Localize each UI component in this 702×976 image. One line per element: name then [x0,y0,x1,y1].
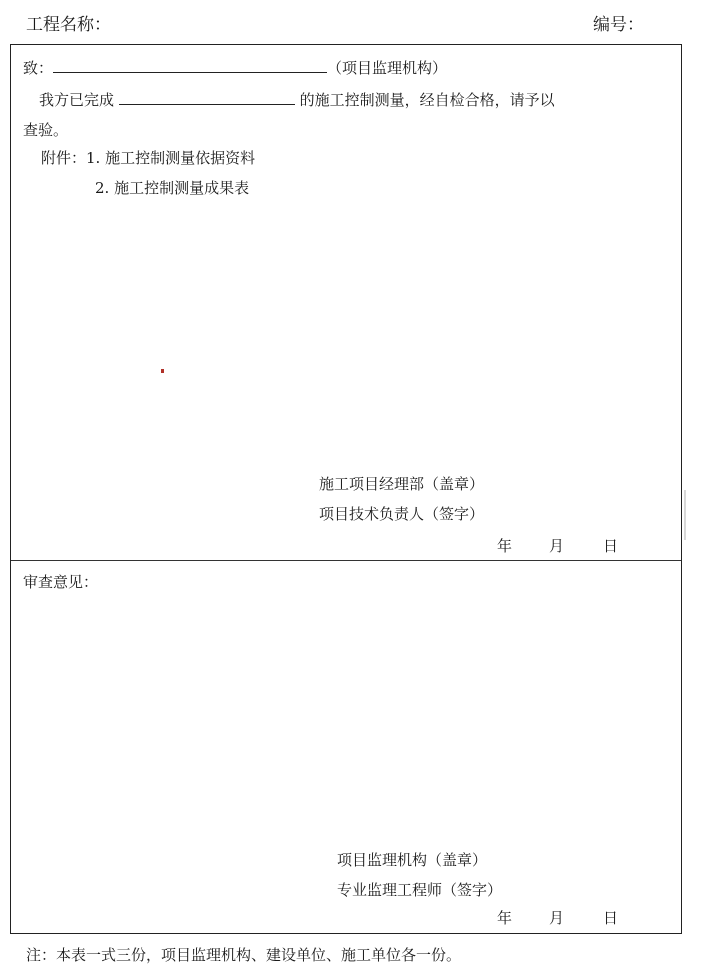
body-part1: 我方已完成 [39,91,115,109]
section-divider [11,560,681,561]
body-part2: 的施工控制测量，经自检合格，请予以 [299,91,555,109]
sign-org: 项目监理机构（盖章） [337,851,488,869]
to-suffix: （项目监理机构） [327,59,448,77]
review-label: 审查意见： [23,573,99,591]
year-label: 年 [497,537,513,555]
sign-person: 项目技术负责人（签字） [319,505,485,523]
scan-edge-mark [684,490,686,540]
sign-dept: 施工项目经理部（盖章） [319,475,485,493]
sign-engineer: 专业监理工程师（签字） [337,881,503,899]
review-day-label: 日 [603,909,619,927]
day-label: 日 [603,537,619,555]
footer-note: 注：本表一式三份，项目监理机构、建设单位、施工单位各一份。 [26,946,462,964]
number-label: 编号： [593,15,644,35]
project-name-label: 工程名称： [26,15,111,35]
scan-speck [161,369,164,373]
to-prefix: 致： [23,59,54,77]
addressee-line [23,57,447,78]
addressee-blank[interactable] [53,58,327,73]
body-line-1 [39,89,555,110]
completed-item-blank[interactable] [119,90,295,105]
review-month-label: 月 [549,909,565,927]
review-year-label: 年 [497,909,513,927]
attachments-label: 附件： [41,149,87,167]
month-label: 月 [549,537,565,555]
attachment-2: 2. 施工控制测量成果表 [95,179,250,197]
attachments-line [41,147,255,168]
form-frame [10,44,682,934]
attachment-1: 1. 施工控制测量依据资料 [86,149,256,167]
body-part3: 查验。 [23,121,69,139]
